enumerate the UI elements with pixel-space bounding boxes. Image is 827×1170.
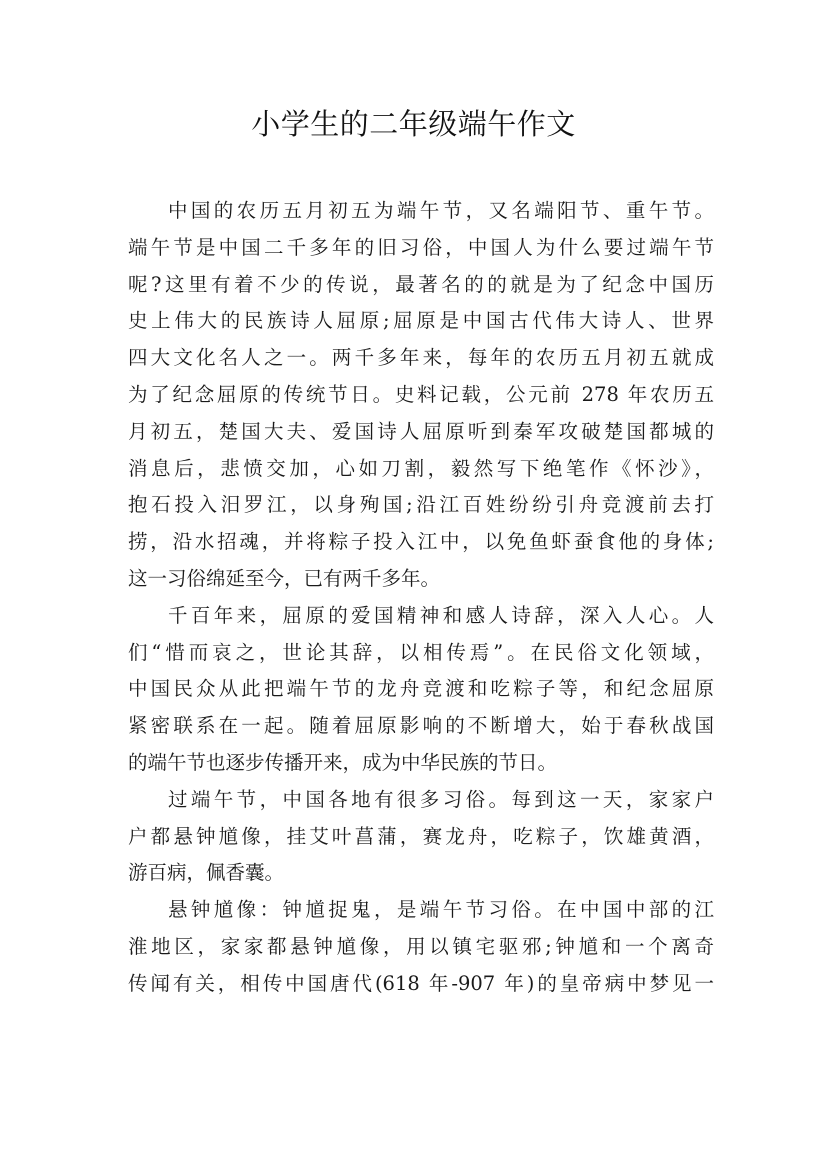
paragraph-4 [128,892,714,1002]
text-line: 过端午节，中国各地有很多习俗。每到这一天，家家户 [168,787,714,811]
text-line: 户都悬钟馗像，挂艾叶菖蒲，赛龙舟，吃粽子，饮雄黄酒， [128,824,714,848]
document-title: 小学生的二年级端午作文 [251,107,576,141]
text-line: 们“惜而哀之，世论其辞，以相传焉”。在民俗文化领域， [128,640,714,664]
text-line: 传闻有关，相传中国唐代(618 年-907 年)的皇帝病中梦见一 [128,971,714,995]
text-line: 呢?这里有着不少的传说，最著名的的就是为了纪念中国历 [128,272,714,296]
text-line: 悬钟馗像：钟馗捉鬼，是端午节习俗。在中国中部的江 [168,898,714,922]
text-line: 端午节是中国二千多年的旧习俗，中国人为什么要过端午节 [128,235,714,259]
text-line: 中国民众从此把端午节的龙舟竞渡和吃粽子等，和纪念屈原 [128,677,714,701]
text-line: 中国的农历五月初五为端午节，又名端阳节、重午节。 [168,199,714,222]
text-line: 捞，沿水招魂，并将粽子投入江中，以免鱼虾蚕食他的身体; [128,530,714,554]
text-line: 紧密联系在一起。随着屈原影响的不断增大，始于春秋战国 [128,714,714,738]
text-line: 淮地区，家家都悬钟馗像，用以镇宅驱邪;钟馗和一个离奇 [128,934,714,958]
text-line: 消息后，悲愤交加，心如刀割，毅然写下绝笔作《怀沙》， [128,456,714,480]
document-body [128,193,714,1003]
text-line: 千百年来，屈原的爱国精神和感人诗辞，深入人心。人 [168,603,714,627]
text-line: 这一习俗绵延至今，已有两千多年。 [128,566,441,590]
text-line: 史上伟大的民族诗人屈原;屈原是中国古代伟大诗人、世界 [128,309,714,333]
text-line: 游百病，佩香囊。 [128,861,285,885]
text-line: 月初五，楚国大夫、爱国诗人屈原听到秦军攻破楚国都城的 [128,419,714,443]
text-line: 四大文化名人之一。两千多年来，每年的农历五月初五就成 [128,346,714,370]
text-line: 为了纪念屈原的传统节日。史料记载，公元前 278 年农历五 [128,382,714,406]
text-line: 的端午节也逐步传播开来，成为中华民族的节日。 [128,750,558,774]
text-line: 抱石投入汨罗江，以身殉国;沿江百姓纷纷引舟竞渡前去打 [128,493,714,517]
paragraph-2 [128,598,714,782]
paragraph-1 [128,193,714,598]
paragraph-3 [128,782,714,892]
